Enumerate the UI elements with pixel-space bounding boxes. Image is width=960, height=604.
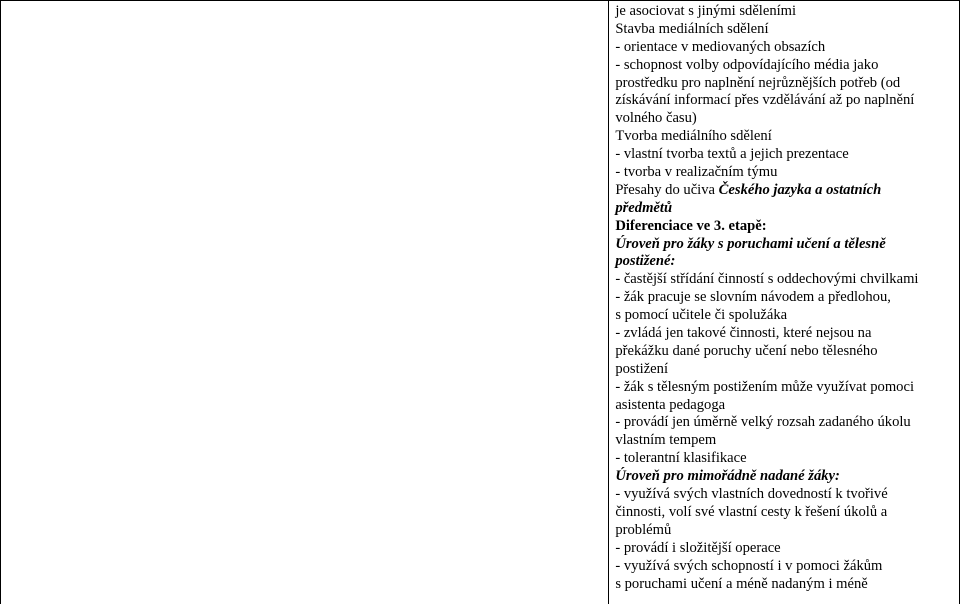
text-line (615, 361, 959, 379)
line-text: - provádí i složitější operace (615, 539, 781, 556)
line-text: Diferenciace ve 3. etapě: (615, 217, 767, 234)
line-text: Stavba mediálních sdělení (615, 20, 769, 37)
text-line (615, 289, 959, 307)
text-line (615, 432, 959, 450)
text-line (615, 182, 959, 200)
line-text: - provádí jen úměrně velký rozsah zadaného úkolu (615, 414, 911, 431)
text-line (615, 92, 959, 110)
text-line (615, 128, 959, 146)
text-line (615, 146, 959, 164)
line-emphasis: Českého jazyka a ostatních (718, 181, 882, 198)
text-line (615, 21, 959, 39)
text-line (615, 540, 959, 558)
line-text: Úroveň pro mimořádně nadané žáky: (615, 468, 840, 485)
line-text: získávání informací přes vzdělávání až po naplnění (615, 92, 915, 109)
line-text: asistenta pedagoga (615, 396, 726, 413)
text-line (615, 414, 959, 432)
text-line (615, 3, 959, 21)
text-line (615, 236, 959, 254)
text-line (615, 75, 959, 93)
text-line (615, 325, 959, 343)
line-text: - žák pracuje se slovním návodem a předlohou, (615, 289, 891, 306)
line-text: Úroveň pro žáky s poruchami učení a tělesně (615, 235, 886, 252)
line-text: postižené: (615, 253, 676, 270)
line-text: vlastním tempem (615, 432, 717, 449)
text-line (615, 522, 959, 540)
content-cell (609, 1, 960, 604)
line-text: je asociovat s jinými sděleními (615, 3, 797, 19)
text-line (615, 57, 959, 75)
line-text: - tvorba v realizačním týmu (615, 164, 778, 181)
line-text: - využívá svých vlastních dovedností k tvořivé (615, 486, 888, 503)
text-line (615, 110, 959, 128)
line-text: - zvládá jen takové činnosti, které nejsou na (615, 325, 872, 342)
text-line (615, 271, 959, 289)
line-text: - tolerantní klasifikace (615, 450, 747, 467)
text-line (615, 253, 959, 271)
line-text: - častější střídání činností s oddechovými chvilkami (615, 271, 919, 288)
table-row (1, 1, 960, 604)
line-text: předmětů (615, 199, 673, 216)
line-text: činnosti, volí své vlastní cesty k řešení úkolů a (615, 503, 888, 520)
text-line (615, 576, 959, 594)
line-text: Tvorba mediálního sdělení (615, 128, 772, 145)
line-text: prostředku pro naplnění nejrůznějších potřeb (od (615, 74, 901, 91)
text-line (615, 164, 959, 182)
text-line (615, 343, 959, 361)
content-lines (615, 3, 959, 593)
line-text: Přesahy do učiva (615, 181, 719, 198)
line-text: problémů (615, 521, 672, 538)
text-line (615, 468, 959, 486)
text-line (615, 450, 959, 468)
text-line (615, 39, 959, 57)
line-text: - využívá svých schopností i v pomoci žákům (615, 557, 883, 574)
line-text: s poruchami učení a méně nadaným i méně (615, 575, 868, 592)
text-line (615, 397, 959, 415)
line-text: - schopnost volby odpovídajícího média jako (615, 56, 879, 73)
text-line (615, 307, 959, 325)
text-line (615, 200, 959, 218)
empty-left-cell (1, 1, 609, 604)
line-text: s pomocí učitele či spolužáka (615, 307, 788, 324)
line-text: - orientace v mediovaných obsazích (615, 38, 826, 55)
text-line (615, 379, 959, 397)
line-text: postižení (615, 360, 669, 377)
text-line (615, 504, 959, 522)
line-text: volného času) (615, 110, 697, 127)
line-text: - žák s tělesným postižením může využívat pomoci (615, 378, 914, 395)
line-text: překážku dané poruchy učení nebo tělesného (615, 342, 878, 359)
line-text: - vlastní tvorba textů a jejich prezentace (615, 146, 849, 163)
text-line (615, 218, 959, 236)
text-line (615, 558, 959, 576)
text-line (615, 486, 959, 504)
